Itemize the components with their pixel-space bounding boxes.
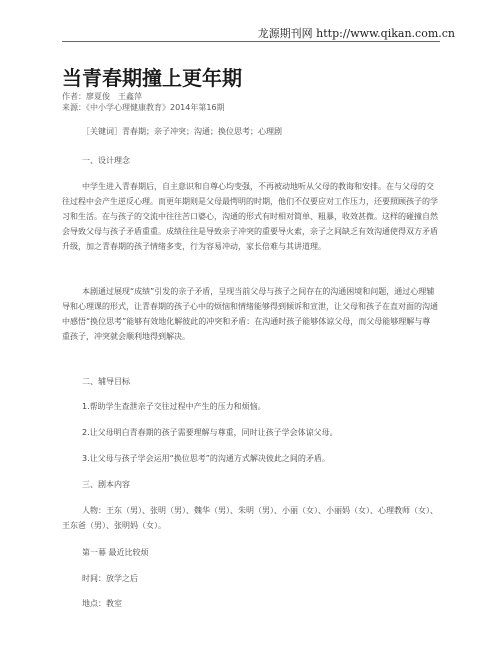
- place-line-block: [62, 596, 438, 611]
- site-header[interactable]: 龙源期刊网 http://www.qikan.com.cn: [257, 27, 455, 40]
- section-3-heading: 三、剧本内容: [82, 480, 130, 489]
- time-line-block: [62, 571, 438, 586]
- goal-1: 1.帮助学生查泄亲子交往过程中产生的压力和烦恼。: [82, 402, 266, 411]
- act-1-title-block: [62, 545, 438, 560]
- section-2-heading-block: [62, 374, 438, 389]
- act-1-title: 第一幕 最近比较烦: [82, 548, 149, 557]
- section-1-paragraph-2-block: [62, 284, 438, 344]
- characters: 人物：王东（男）、张明（男）、魏华（男）、朱明（男）、小丽（女）、小丽妈（女）、心理教师（女）、王东爸（男）、张明妈（女）。: [62, 506, 438, 530]
- place-line: 地点：教室: [82, 599, 122, 608]
- goal-3: 3.让父母与孩子学会运用“换位思考”的沟通方式解决彼此之间的矛盾。: [82, 454, 330, 463]
- section-1-heading: 一、设计理念: [82, 156, 130, 165]
- goal-3-block: [62, 451, 438, 466]
- article-title: 当青春期撞上更年期: [62, 66, 242, 90]
- section-1-heading-block: [62, 153, 438, 168]
- section-3-heading-block: [62, 477, 438, 492]
- header-divider: [62, 41, 440, 42]
- characters-block: [62, 503, 438, 533]
- article-source: 来源：《中小学心理健康教育》2014年第16期: [62, 103, 225, 112]
- time-line: 时间：放学之后: [82, 574, 138, 583]
- section-1-paragraph-1: 中学生进入青春期后，自主意识和自尊心均变强，不再被动地听从父母的教诲和安排。在与父母的交往过程中会产生逆反心理。而更年期则是父母最愕明的时期，他们不仅要应对工作压力，还要照顾孩子的学习和生活。在与孩子的交流中往往苦口婆心，沟通的形式有时相对简单、粗暴，收效甚微。这样的碰撞自然会导致父母与孩子矛盾重重。成绩往往是导致亲子冲突的重要导火索，亲子之间缺乏有效沟通使得双方矛盾升级，加之青春期的孩子情绪多变，行为容易冲动，家长倍难与其讲道理。: [62, 182, 438, 251]
- section-1-paragraph-2: 本剧通过展现“成绩”引发的亲子矛盾，呈现当前父母与孩子之间存在的沟通困境和问题，通过心理辅导和心理课的形式，让青春期的孩子心中的烦恼和情绪能够得到倾诉和宣泄，让父母和孩子在直对面的沟通中感悟“换位思考”能够有效地化解彼此的冲突和矛盾：在沟通时孩子能够体谅父母，而父母能够理解与尊重孩子，冲突就会顺利地得到解决。: [62, 287, 438, 341]
- goal-1-block: [62, 399, 438, 414]
- keywords: ［关键词］青春期；亲子冲突；沟通；换位思考；心理剧: [82, 127, 282, 136]
- section-1-paragraph-1-block: [62, 179, 438, 254]
- keywords-line: [62, 124, 438, 139]
- section-2-heading: 二、辅导目标: [82, 377, 130, 386]
- goal-2-block: [62, 425, 438, 440]
- goal-2: 2.让父母明白青春期的孩子需要理解与尊重，同时让孩子学会体谅父母。: [82, 428, 338, 437]
- article-authors: 作者：廖夏俊 王鑫萍: [62, 92, 142, 101]
